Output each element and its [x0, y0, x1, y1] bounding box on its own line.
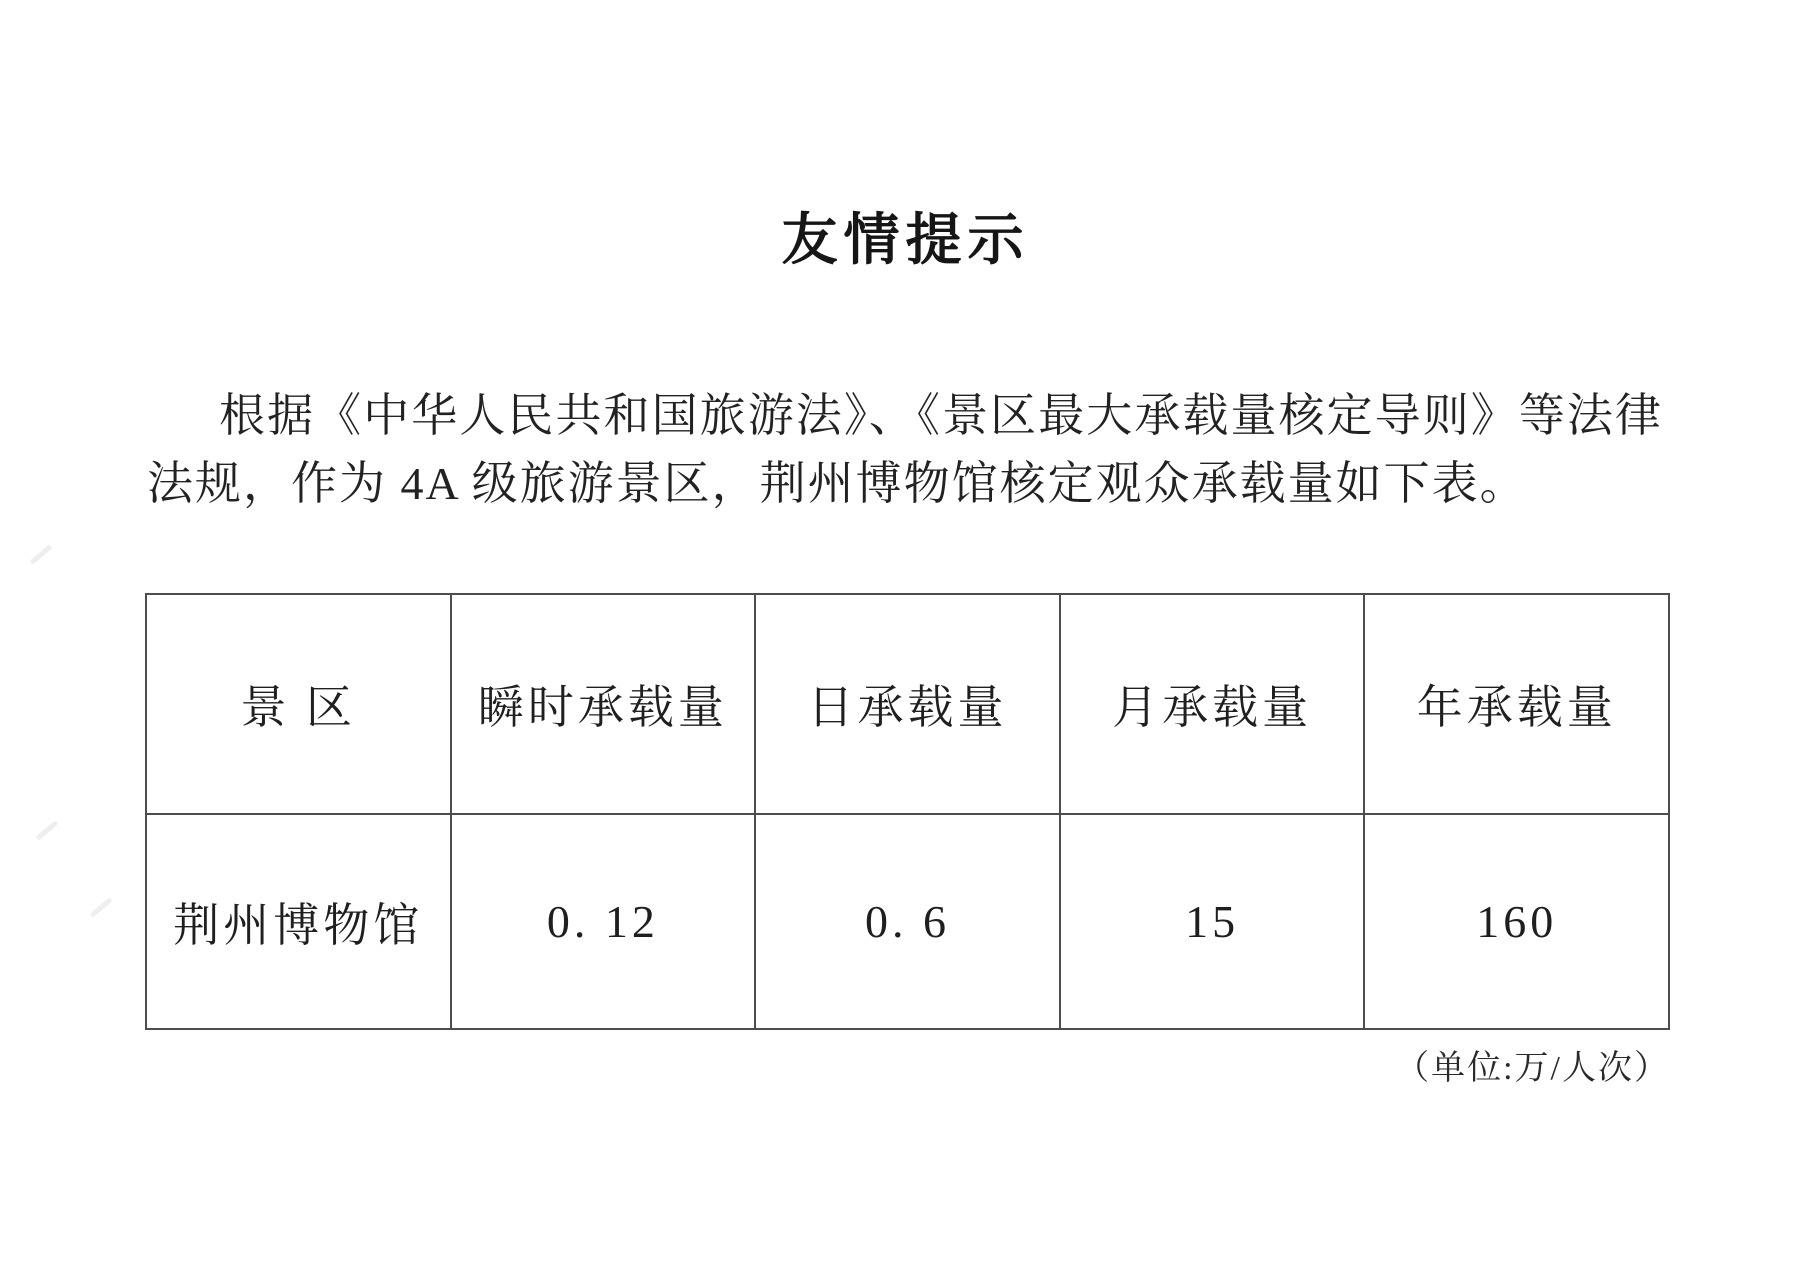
header-cell-instant-capacity: 瞬时承载量	[451, 594, 756, 814]
scan-artifact	[29, 544, 52, 565]
header-cell-yearly-capacity: 年承载量	[1364, 594, 1669, 814]
header-cell-scenic-area: 景 区	[146, 594, 451, 814]
header-cell-monthly-capacity: 月承载量	[1060, 594, 1365, 814]
cell-instant-capacity-value: 0. 12	[451, 814, 756, 1029]
page-title: 友情提示	[781, 210, 1030, 272]
cell-daily-capacity-value: 0. 6	[755, 814, 1060, 1029]
scan-artifact	[89, 897, 112, 918]
notice-paragraph: 根据《中华人民共和国旅游法》、《景区最大承载量核定导则》等法律法规，作为 4A 级旅游景区，荆州博物馆核定观众承载量如下表。	[147, 390, 1663, 509]
capacity-table	[145, 593, 1670, 1030]
table-header-row	[146, 594, 1669, 814]
cell-yearly-capacity-value: 160	[1364, 814, 1669, 1029]
header-cell-daily-capacity: 日承载量	[755, 594, 1060, 814]
scan-artifact	[35, 820, 58, 841]
cell-monthly-capacity-value: 15	[1060, 814, 1365, 1029]
unit-note: （单位:万/人次）	[1395, 1050, 1670, 1087]
cell-scenic-area-name: 荆州博物馆	[146, 814, 451, 1029]
table-row	[146, 814, 1669, 1029]
